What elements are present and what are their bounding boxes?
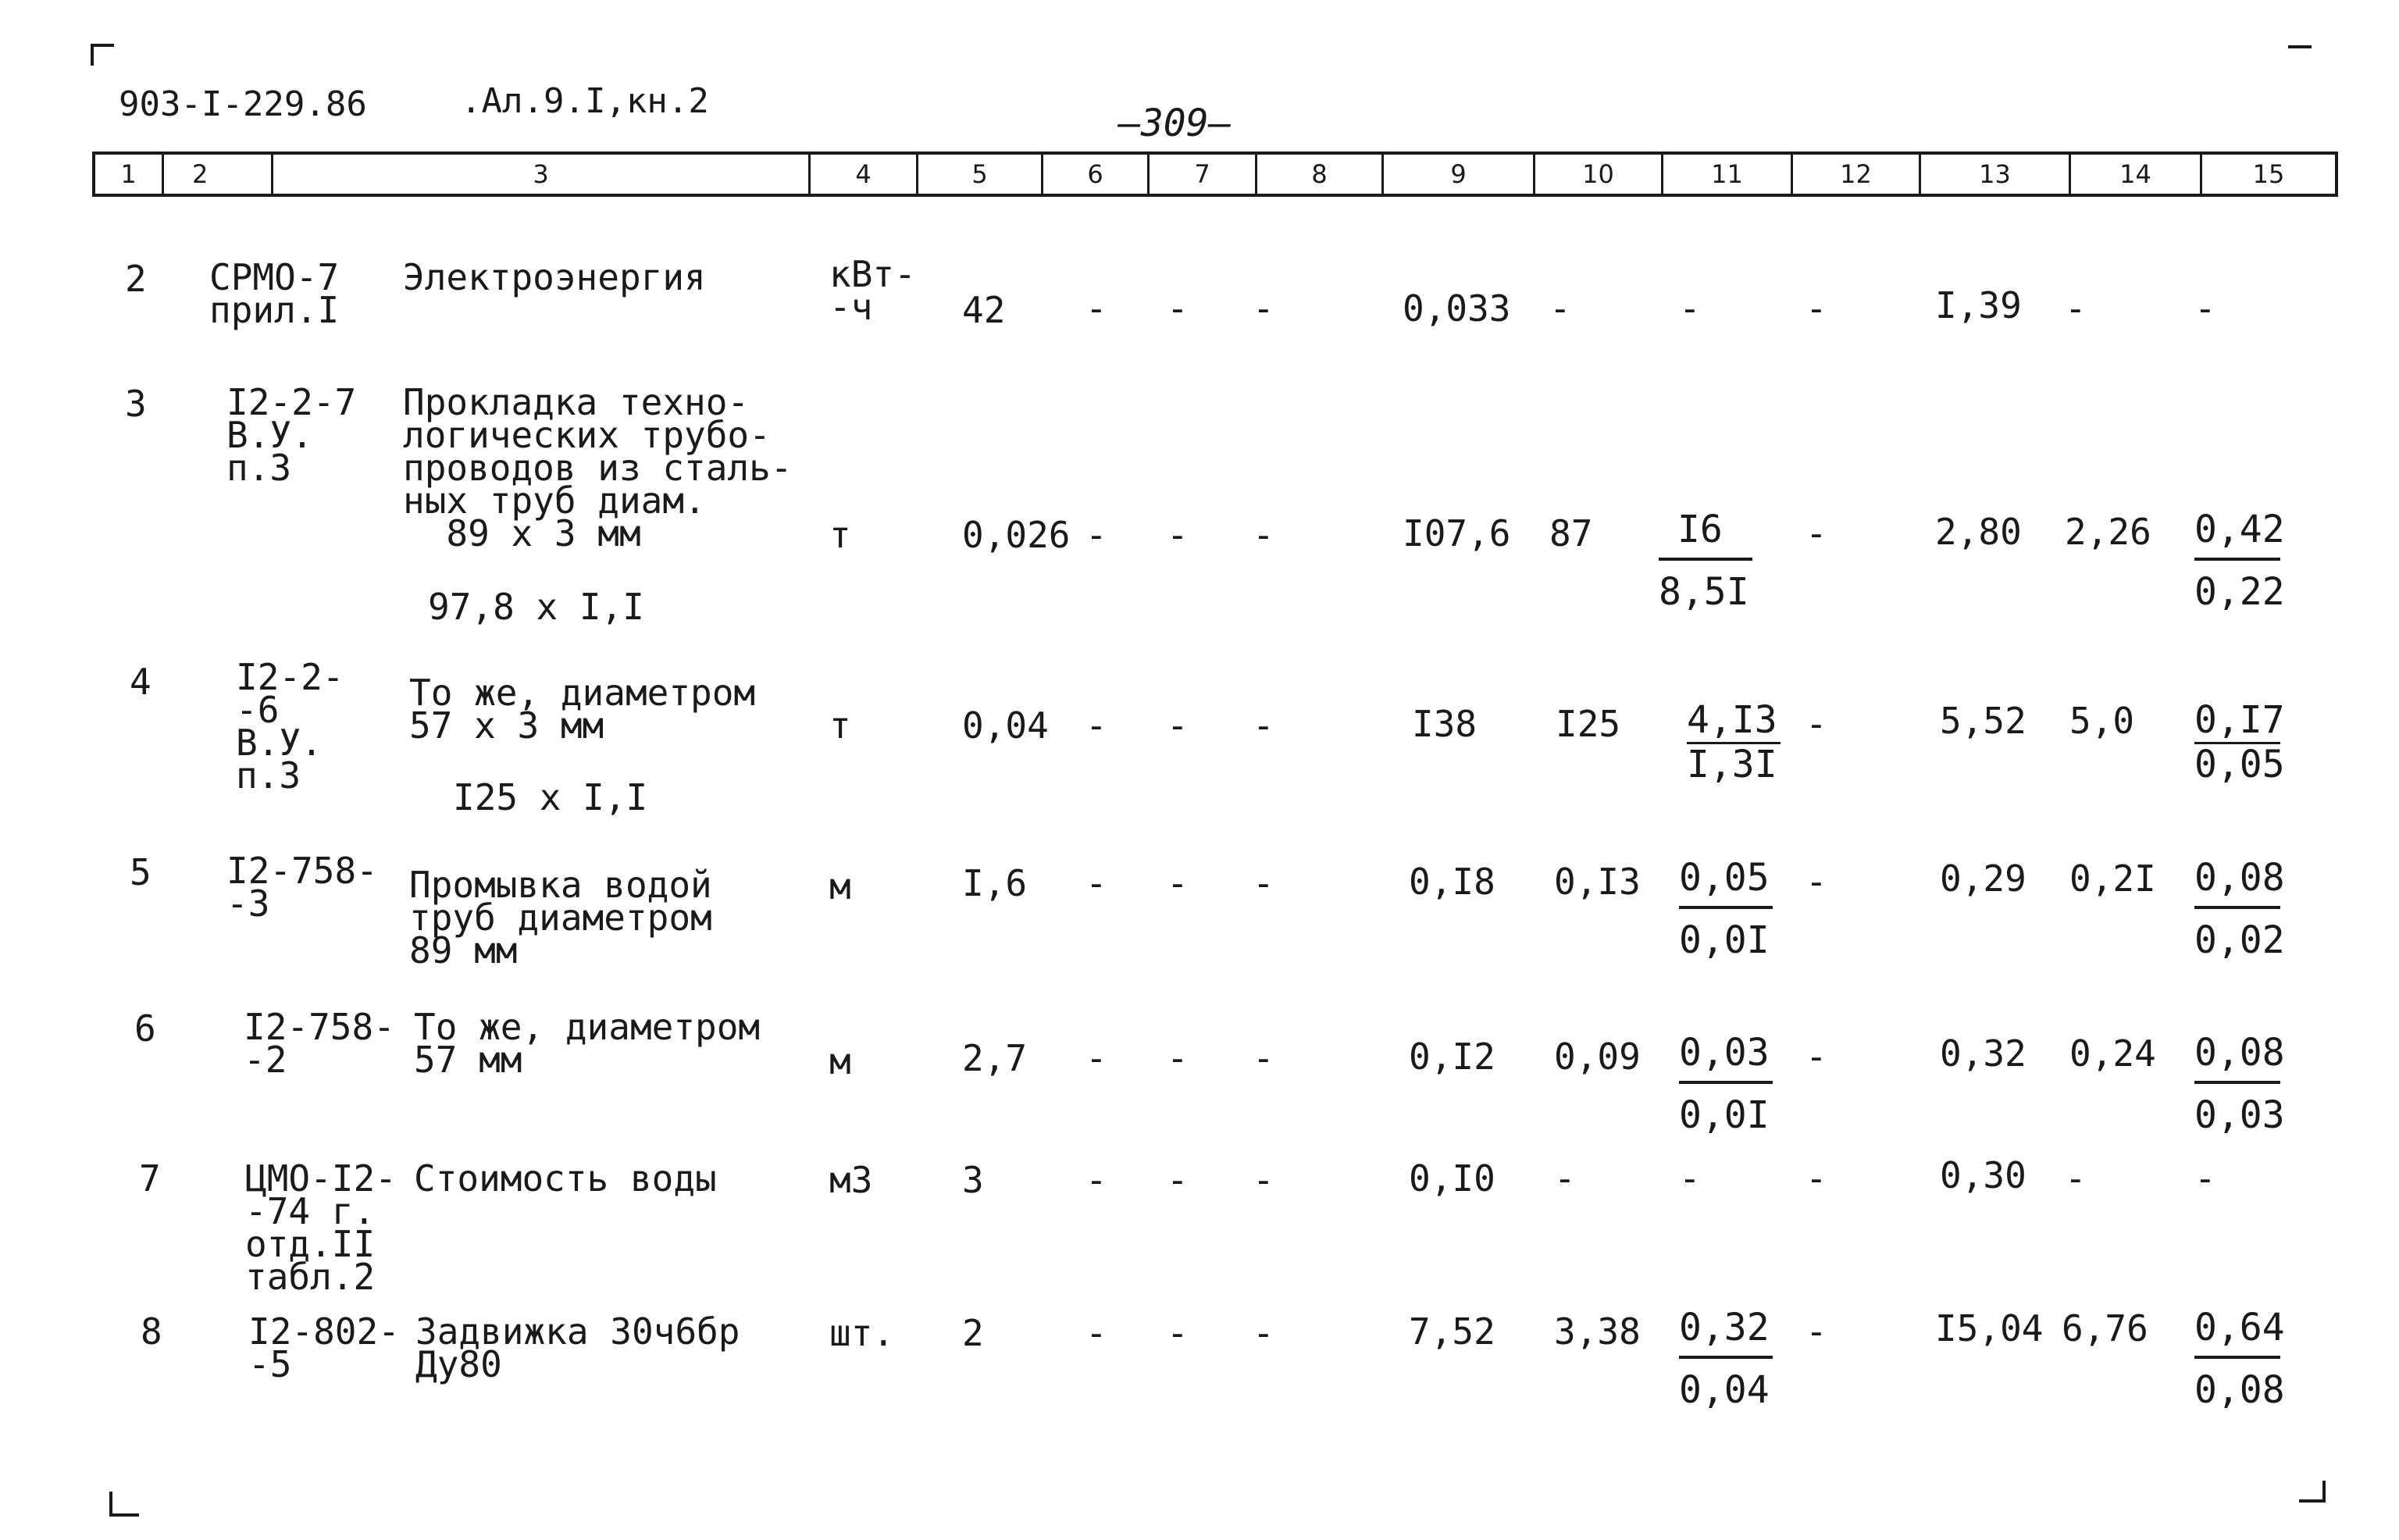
fraction-denominator: 0,08 (2194, 1368, 2285, 1412)
cell-col-9: 0,I2 (1409, 1036, 1495, 1078)
cell-col-8: - (1253, 862, 1274, 904)
row-number: 2 (125, 258, 147, 300)
cell-col-6: - (1085, 514, 1107, 556)
cell-col-6: - (1085, 287, 1107, 330)
cell-col-11-fraction (1687, 700, 1781, 785)
column-header: 6 (1043, 155, 1150, 194)
column-header: 9 (1384, 155, 1535, 194)
fraction-denominator: 8,5I (1659, 570, 1749, 614)
work-name: Задвижка 30ч6бр Ду80 (415, 1310, 740, 1385)
row-number: 3 (125, 383, 147, 425)
quantity: I,6 (962, 862, 1028, 904)
cell-col-10: - (1554, 1157, 1576, 1200)
column-header: 4 (811, 155, 918, 194)
quantity: 0,026 (962, 514, 1071, 556)
work-name: Промывка водой труб диаметром 89 мм (409, 864, 712, 971)
cell-col-8: - (1253, 704, 1274, 747)
cell-col-12: - (1805, 287, 1827, 330)
cell-col-12: - (1805, 703, 1827, 745)
work-formula: I25 х I,I (453, 776, 648, 818)
work-name: То же, диаметром 57 мм (414, 1006, 761, 1081)
column-header: 11 (1663, 155, 1793, 194)
cell-col-12: - (1805, 1157, 1827, 1200)
unit: м (829, 1040, 851, 1082)
fraction-denominator: 0,0I (1679, 918, 1770, 962)
cell-col-9: I07,6 (1403, 512, 1511, 554)
cell-col-11-fraction (1679, 1307, 1773, 1410)
cell-col-13: 2,80 (1935, 511, 2022, 553)
cell-col-9: 0,I0 (1409, 1157, 1495, 1200)
fraction-denominator: 0,03 (2194, 1093, 2285, 1137)
cell-col-10: 0,I3 (1554, 861, 1641, 903)
cell-col-7: - (1167, 287, 1189, 330)
cell-col-15-fraction (2194, 1306, 2285, 1412)
unit: м (829, 865, 851, 907)
cell-col-7: - (1167, 1159, 1189, 1201)
cell-col-10: I25 (1556, 703, 1621, 745)
fraction-numerator: I6 (1659, 509, 1752, 561)
cell-col-12: - (1805, 861, 1827, 903)
cell-col-14: 5,0 (2069, 700, 2135, 742)
cell-col-13: 5,52 (1940, 700, 2026, 742)
cell-col-15: - (2194, 1157, 2216, 1200)
cell-col-6: - (1085, 1159, 1107, 1201)
cell-col-9: 0,033 (1403, 287, 1511, 330)
cell-col-8: - (1253, 1037, 1274, 1079)
cell-col-10: 87 (1549, 512, 1593, 554)
column-header-row (92, 152, 2338, 197)
row-number: 6 (134, 1007, 156, 1050)
fraction-numerator: 0,08 (2194, 1032, 2280, 1084)
work-formula: 97,8 х I,I (428, 586, 644, 628)
cell-col-15-fraction (2194, 698, 2285, 786)
cell-col-9: 7,52 (1409, 1310, 1495, 1353)
fraction-numerator: 0,08 (2194, 857, 2280, 909)
column-header: 15 (2252, 159, 2285, 189)
row-number: 8 (141, 1310, 162, 1353)
cell-col-15-fraction (2194, 856, 2285, 962)
cell-col-11-fraction (1679, 857, 1773, 961)
quantity: 42 (962, 289, 1006, 331)
unit: т (829, 514, 851, 556)
fraction-denominator: 0,22 (2194, 570, 2285, 614)
column-header: 2 (164, 155, 273, 194)
cell-col-14: - (2065, 287, 2087, 330)
work-name: Стоимость воды (414, 1157, 717, 1200)
cell-col-8: - (1253, 514, 1274, 556)
unit: шт. (829, 1312, 895, 1354)
cell-col-14: 0,24 (2069, 1032, 2156, 1075)
row-number: 4 (130, 661, 151, 703)
column-header: 5 (918, 155, 1043, 194)
fraction-numerator: 0,42 (2194, 509, 2280, 561)
cell-col-14: 2,26 (2065, 511, 2151, 553)
unit: т (829, 704, 851, 747)
row-number: 7 (139, 1157, 161, 1200)
cell-col-12: - (1805, 1310, 1827, 1353)
column-header: 14 (2071, 155, 2202, 194)
norm-code: I2-802- -5 (248, 1310, 400, 1385)
cell-col-10: - (1549, 287, 1571, 330)
cell-col-7: - (1167, 704, 1189, 747)
doc-code: 903-I-229.86 (119, 84, 367, 124)
cell-col-7: - (1167, 514, 1189, 556)
quantity: 2 (962, 1312, 984, 1354)
column-header: 13 (1921, 155, 2071, 194)
fraction-numerator: 0,64 (2194, 1307, 2280, 1359)
cell-col-6: - (1085, 1037, 1107, 1079)
norm-code: I2-2- -6 В.У. п.3 (236, 656, 344, 797)
cell-col-7: - (1167, 862, 1189, 904)
cell-col-11-fraction (1679, 1032, 1773, 1135)
cell-col-6: - (1085, 1312, 1107, 1354)
cell-col-14: - (2065, 1157, 2087, 1200)
cell-col-13: 0,32 (1940, 1032, 2026, 1075)
cell-col-8: - (1253, 1312, 1274, 1354)
fraction-denominator: 0,04 (1679, 1368, 1770, 1412)
fraction-denominator: 0,02 (2194, 918, 2285, 962)
corner-mark-bottom-right (2299, 1481, 2326, 1503)
page-number: —309— (1118, 102, 1232, 145)
cell-col-10: 0,09 (1554, 1036, 1641, 1078)
column-header: 7 (1150, 155, 1257, 194)
column-header: 10 (1535, 155, 1663, 194)
cell-col-9: I38 (1412, 703, 1478, 745)
cell-col-12: - (1805, 1036, 1827, 1078)
cell-col-13: 0,29 (1940, 857, 2026, 900)
album-reference: .Ал.9.I,кн.2 (461, 81, 709, 121)
cell-col-7: - (1167, 1037, 1189, 1079)
fraction-numerator: 0,32 (1679, 1307, 1773, 1359)
cell-col-11: - (1679, 287, 1701, 330)
fraction-numerator: 0,03 (1679, 1032, 1773, 1084)
norm-code: I2-2-7 В.У. п.3 (226, 381, 357, 489)
fraction-denominator: I,3I (1687, 743, 1777, 786)
norm-code: I2-758- -2 (244, 1006, 395, 1081)
work-name: Прокладка техно- логических трубо- проводов из сталь- ных труб диам. 89 х 3 мм (403, 381, 793, 554)
fraction-numerator: 0,05 (1679, 857, 1773, 909)
cell-col-9: 0,I8 (1409, 861, 1495, 903)
cell-col-14: 6,76 (2062, 1307, 2148, 1349)
cell-col-13: I5,04 (1935, 1307, 2044, 1349)
cell-col-11: - (1679, 1157, 1701, 1200)
cell-col-13: 0,30 (1940, 1154, 2026, 1196)
cell-col-8: - (1253, 1159, 1274, 1201)
fraction-denominator: 0,05 (2194, 743, 2285, 786)
work-name: Электроэнергия (403, 256, 706, 298)
row-number: 5 (130, 851, 151, 893)
cell-col-15-fraction (2194, 508, 2285, 614)
norm-code: I2-758- -3 (226, 850, 378, 925)
cell-col-13: I,39 (1935, 284, 2022, 326)
cell-col-15: - (2194, 287, 2216, 330)
norm-code: СРМО-7 прил.I (209, 256, 340, 331)
column-header: 1 (95, 155, 164, 194)
quantity: 3 (962, 1159, 984, 1201)
fraction-numerator: 0,I7 (2194, 700, 2280, 744)
cell-col-7: - (1167, 1312, 1189, 1354)
cell-col-12: - (1805, 512, 1827, 554)
column-header: 12 (1793, 155, 1921, 194)
cell-col-11-fraction (1659, 509, 1752, 612)
quantity: 2,7 (962, 1037, 1028, 1079)
norm-code: ЦМО-I2- -74 г. отд.II табл.2 (245, 1157, 397, 1298)
cell-col-15-fraction (2194, 1031, 2285, 1137)
quantity: 0,04 (962, 704, 1049, 747)
corner-mark-top-left (91, 44, 114, 66)
fraction-denominator: 0,0I (1679, 1093, 1770, 1137)
unit: кВт- -ч (829, 253, 916, 328)
work-name: То же, диаметром 57 х 3 мм (409, 672, 756, 747)
cell-col-6: - (1085, 862, 1107, 904)
cell-col-6: - (1085, 704, 1107, 747)
corner-mark-top-right (2288, 45, 2312, 48)
column-header: 3 (273, 155, 811, 194)
column-header: 8 (1257, 155, 1384, 194)
unit: м3 (829, 1159, 873, 1201)
cell-col-8: - (1253, 287, 1274, 330)
corner-mark-bottom-left (109, 1492, 139, 1517)
cell-col-10: 3,38 (1554, 1310, 1641, 1353)
fraction-numerator: 4,I3 (1687, 700, 1781, 744)
cell-col-14: 0,2I (2069, 857, 2156, 900)
